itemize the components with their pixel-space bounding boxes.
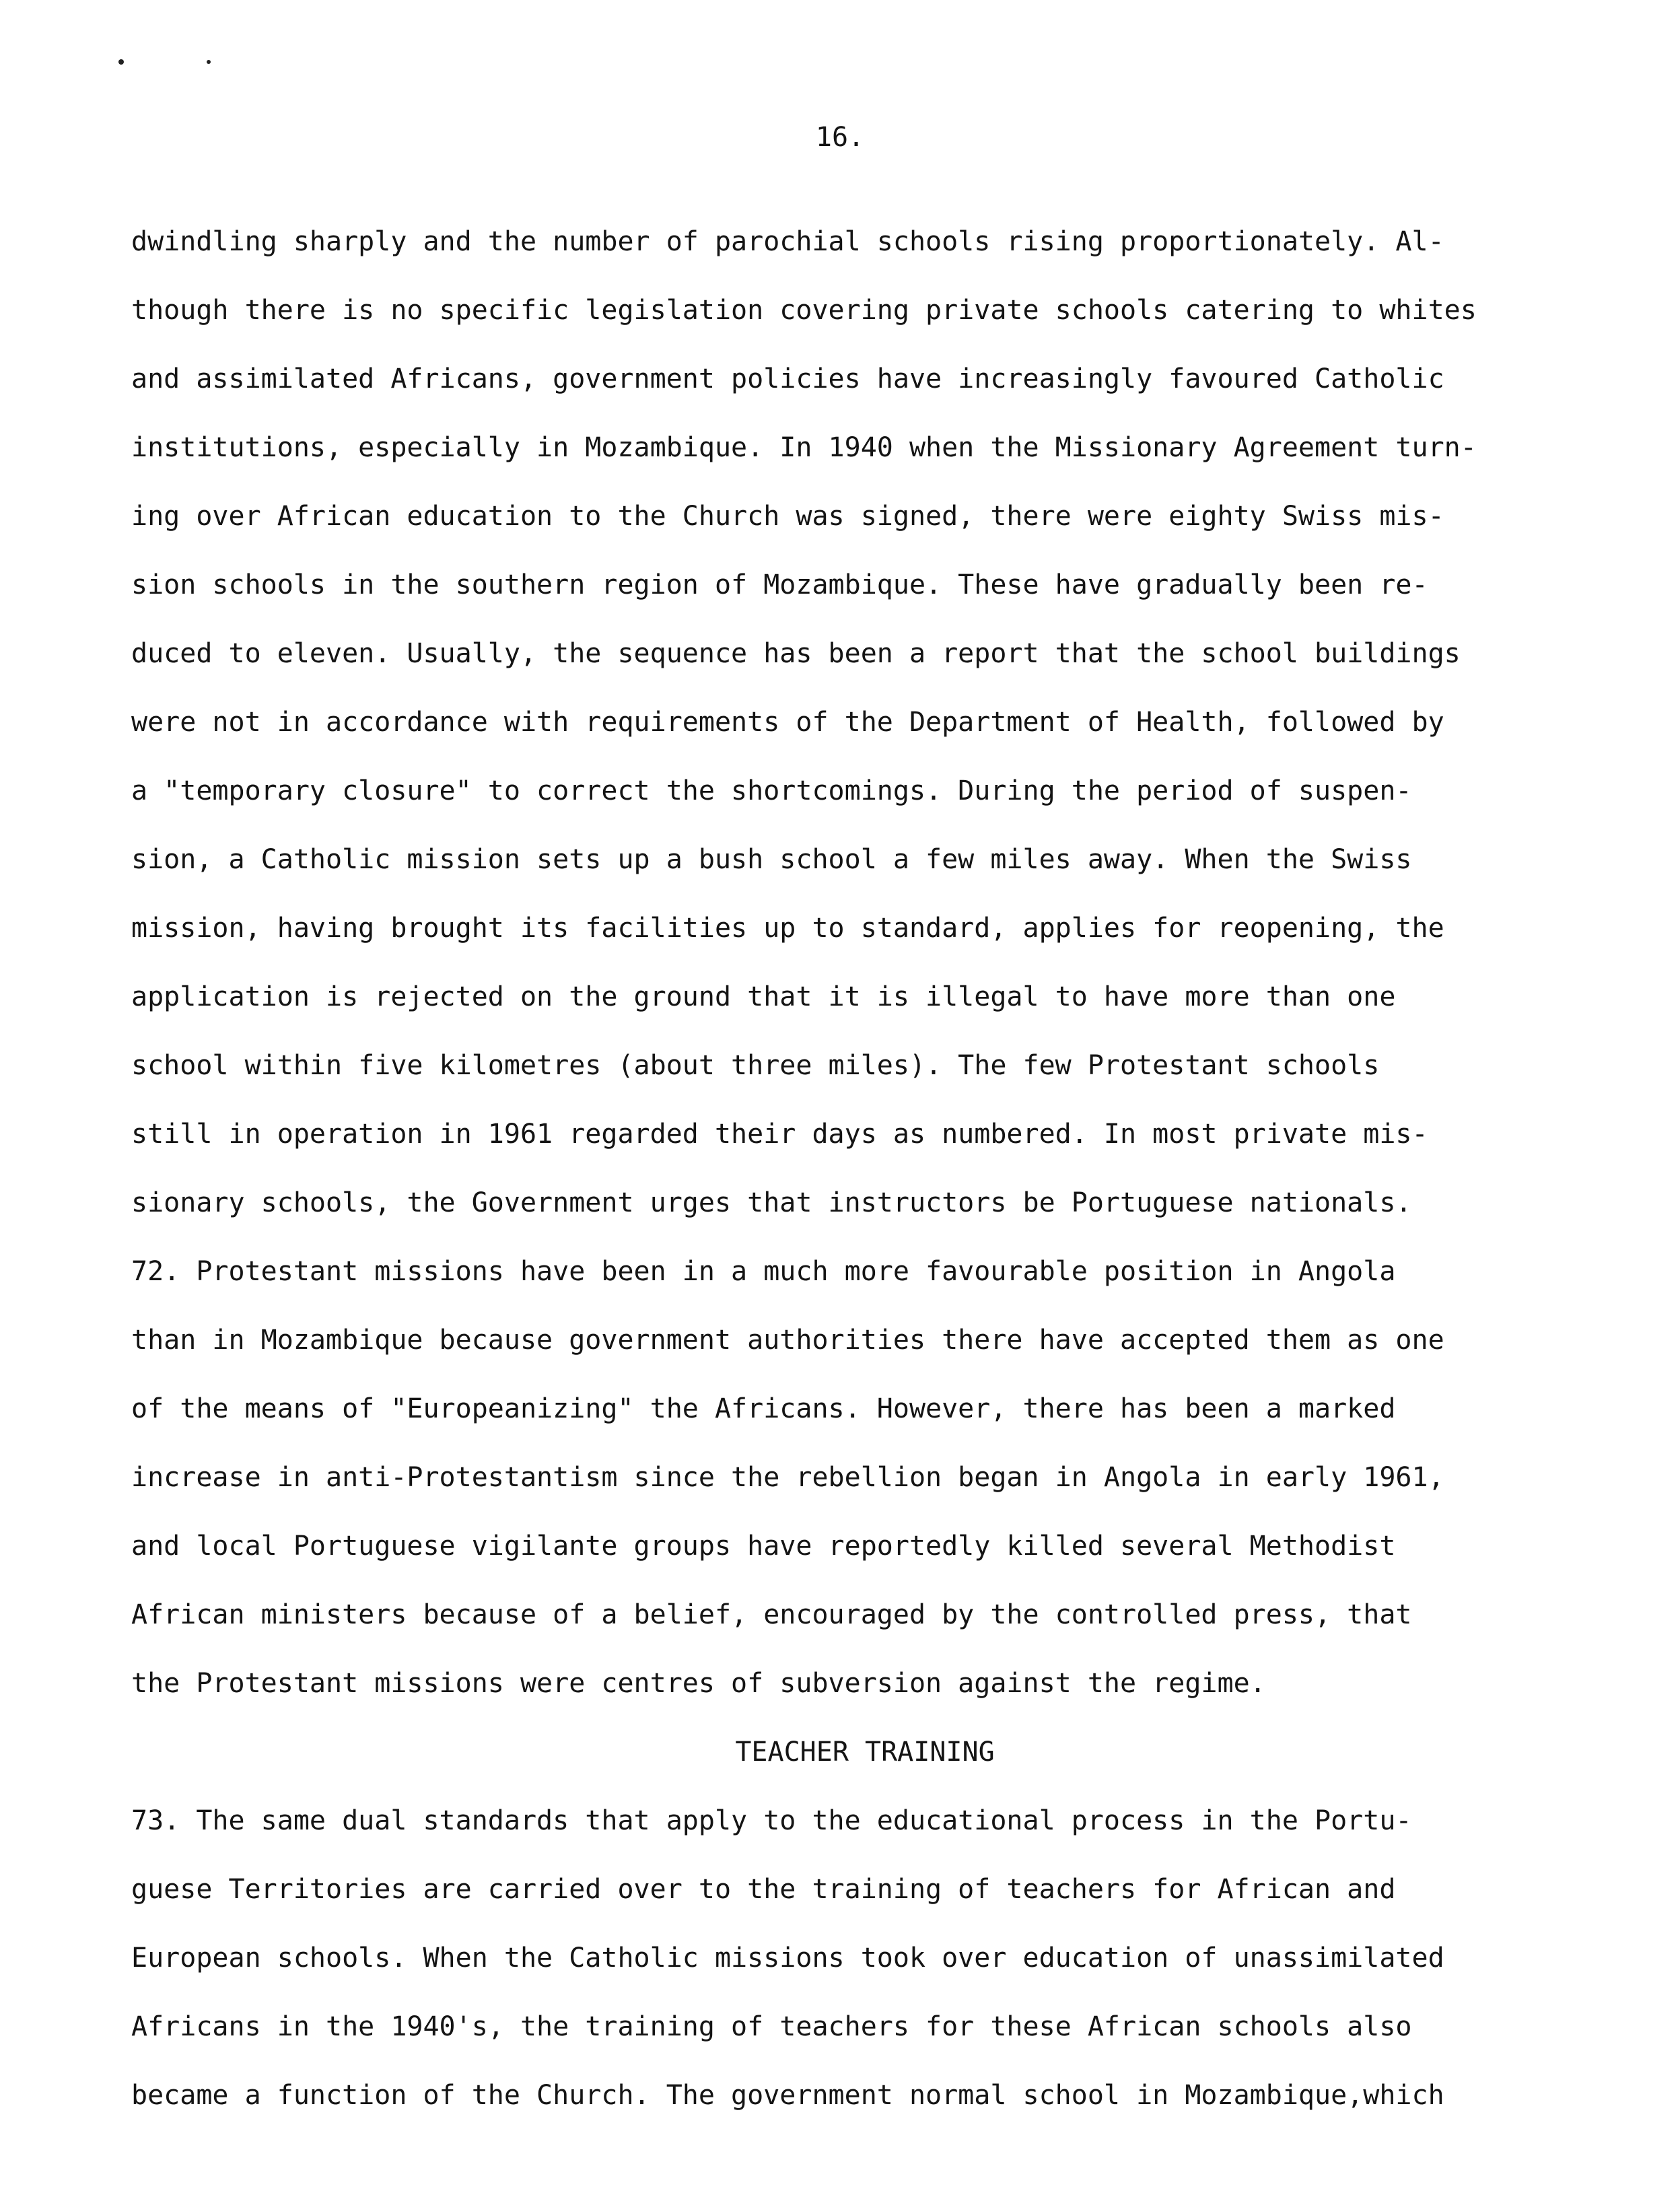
text-line: mission, having brought its facilities up to standard, applies for reopening, the	[131, 913, 1444, 944]
text-line: African ministers because of a belief, encouraged by the controlled press, that	[131, 1599, 1412, 1630]
text-line: still in operation in 1961 regarded their days as numbered. In most private mis-	[131, 1119, 1428, 1150]
page-number: 16.	[815, 122, 865, 153]
text-line: sion, a Catholic mission sets up a bush school a few miles away. When the Swiss	[131, 844, 1412, 875]
text-line: ing over African education to the Church was signed, there were eighty Swiss mis-	[131, 501, 1444, 532]
text-line: sion schools in the southern region of Mozambique. These have gradually been re-	[131, 569, 1428, 600]
text-line: guese Territories are carried over to the training of teachers for African and	[131, 1874, 1396, 1905]
text-line: became a function of the Church. The government normal school in Mozambique,which	[131, 2080, 1444, 2111]
text-line: Africans in the 1940's, the training of teachers for these African schools also	[131, 2011, 1412, 2042]
text-line: school within five kilometres (about three miles). The few Protestant schools	[131, 1050, 1380, 1081]
section-heading: TEACHER TRAINING	[735, 1737, 995, 1768]
text-line: and local Portuguese vigilante groups have reportedly killed several Methodist	[131, 1531, 1396, 1562]
body-text	[131, 207, 1565, 2130]
text-line: increase in anti-Protestantism since the rebellion began in Angola in early 1961,	[131, 1462, 1444, 1493]
text-line: application is rejected on the ground that it is illegal to have more than one	[131, 981, 1396, 1012]
text-line: dwindling sharply and the number of parochial schools rising proportionately. Al-	[131, 226, 1444, 257]
text-line: 73. The same dual standards that apply to the educational process in the Portu-	[131, 1805, 1412, 1836]
text-line: a "temporary closure" to correct the shortcomings. During the period of suspen-	[131, 775, 1412, 806]
text-line: sionary schools, the Government urges that instructors be Portuguese nationals.	[131, 1187, 1412, 1218]
text-line: the Protestant missions were centres of subversion against the regime.	[131, 1668, 1266, 1699]
text-line: duced to eleven. Usually, the sequence has been a report that the school buildings	[131, 638, 1461, 669]
scan-speck	[118, 59, 124, 65]
scan-speck	[207, 60, 211, 64]
text-line: than in Mozambique because government authorities there have accepted them as one	[131, 1325, 1444, 1356]
text-line: and assimilated Africans, government policies have increasingly favoured Catholic	[131, 363, 1444, 394]
text-line: though there is no specific legislation covering private schools catering to whites	[131, 295, 1477, 326]
text-line: European schools. When the Catholic missions took over education of unassimilated	[131, 1943, 1444, 1974]
text-line: 72. Protestant missions have been in a much more favourable position in Angola	[131, 1256, 1396, 1287]
text-line: were not in accordance with requirements of the Department of Health, followed by	[131, 707, 1444, 738]
text-line: of the means of "Europeanizing" the Africans. However, there has been a marked	[131, 1393, 1396, 1424]
text-line: institutions, especially in Mozambique. In 1940 when the Missionary Agreement turn-	[131, 432, 1477, 463]
